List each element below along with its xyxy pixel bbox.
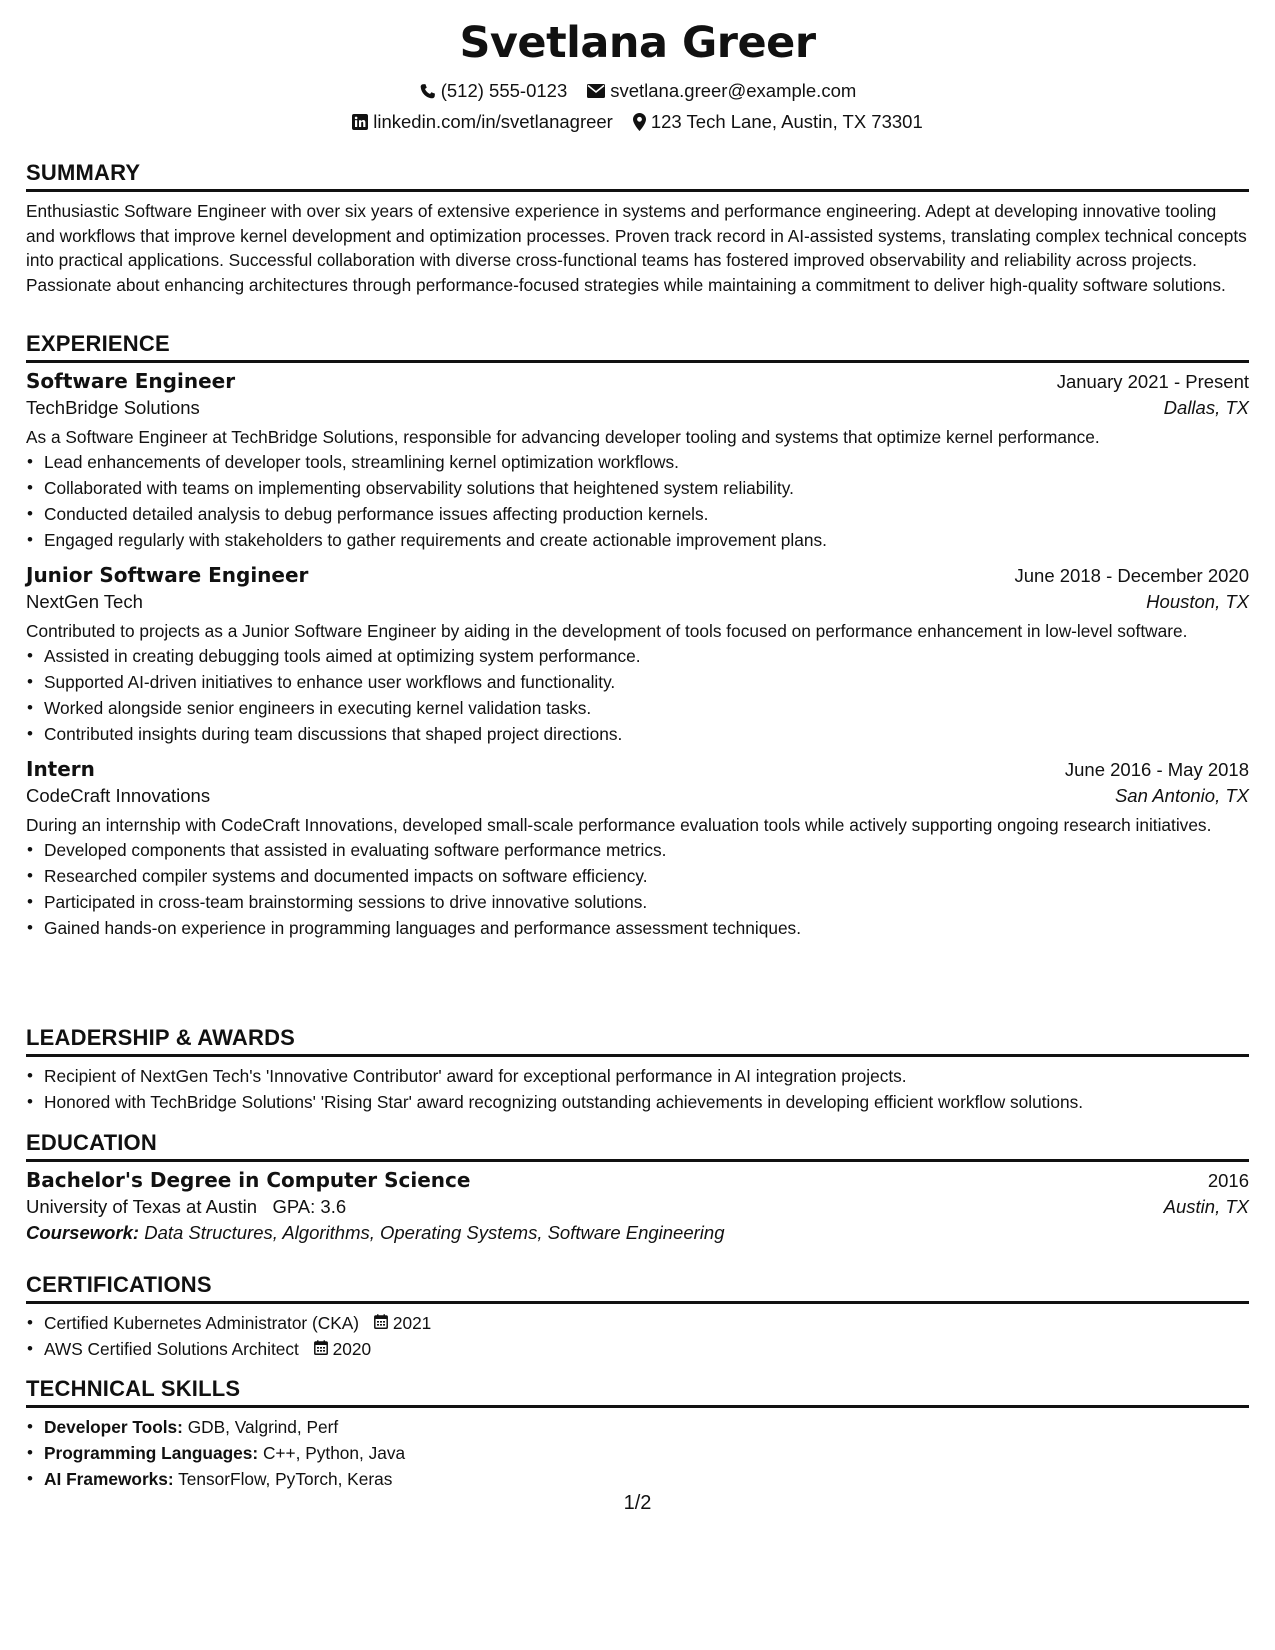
skill-label: AI Frameworks: xyxy=(44,1469,174,1489)
job-description: During an internship with CodeCraft Innovations, developed small-scale performance evaluation tools while actively supporting ongoing research initiatives. xyxy=(26,815,1212,835)
list-item: • Supported AI-driven initiatives to enhance user workflows and functionality. xyxy=(44,669,1249,695)
skill-label: Programming Languages: xyxy=(44,1443,259,1463)
list-item xyxy=(44,1414,1249,1440)
experience-heading: EXPERIENCE xyxy=(26,331,1249,363)
job-location: San Antonio, TX xyxy=(1114,785,1249,806)
list-item: • Engaged regularly with stakeholders to gather requirements and create actionable improvement plans. xyxy=(44,527,1249,553)
job-header xyxy=(26,563,1249,587)
certification-year: 2021 xyxy=(374,1310,431,1336)
list-item: • Lead enhancements of developer tools, streamlining kernel optimization workflows. xyxy=(44,449,1249,475)
education-section xyxy=(26,1130,1249,1244)
summary-heading: SUMMARY xyxy=(26,160,1249,192)
job-dates: January 2021 - Present xyxy=(1056,371,1249,392)
linkedin-icon xyxy=(352,114,368,130)
job-subheader xyxy=(26,785,1249,807)
skill-value: TensorFlow, PyTorch, Keras xyxy=(178,1469,393,1489)
skill-value: GDB, Valgrind, Perf xyxy=(187,1417,339,1437)
job-description: As a Software Engineer at TechBridge Solutions, responsible for advancing developer tooling and systems that optimize kernel performance. xyxy=(26,427,1100,447)
coursework-text: Data Structures, Algorithms, Operating Systems, Software Engineering xyxy=(144,1222,725,1243)
certification-name: Certified Kubernetes Administrator (CKA) xyxy=(44,1313,360,1333)
contact-line-2 xyxy=(0,111,1275,133)
list-item: • Participated in cross-team brainstorming sessions to drive innovative solutions. xyxy=(44,889,1249,915)
summary-text: Enthusiastic Software Engineer with over six years of extensive experience in systems and performance engineering. Adept at developing innovative tooling and workflows that improve kernel development and optimization processes. Proven track record in AI-assisted systems, translating complex technical concepts into practical applications. Successful collaboration with diverse cross-functional teams has fostered improved observability and reliability across projects. Passionate about enhancing architectures through performance-focused strategies while maintaining a commitment to deliver high-quality software solutions. xyxy=(26,201,1247,295)
job-company: CodeCraft Innovations xyxy=(26,785,211,806)
list-item: • Researched compiler systems and documented impacts on software efficiency. xyxy=(44,863,1249,889)
list-item: • Recipient of NextGen Tech's 'Innovative Contributor' award for exceptional performance in AI integration projects. xyxy=(44,1063,1249,1089)
gpa: GPA: 3.6 xyxy=(272,1196,347,1217)
job-dates: June 2016 - May 2018 xyxy=(1064,759,1249,780)
job-entry xyxy=(26,369,1249,553)
calendar-icon xyxy=(314,1336,328,1362)
job-subheader xyxy=(26,591,1249,613)
list-item xyxy=(44,1466,1249,1492)
job-description: Contributed to projects as a Junior Software Engineer by aiding in the development of tools focused on performance enhancement in low-level software. xyxy=(26,621,1188,641)
school-row xyxy=(26,1196,1249,1218)
phone-icon xyxy=(419,83,436,100)
school-info xyxy=(26,1196,346,1218)
coursework-label: Coursework: xyxy=(26,1222,140,1243)
address-contact xyxy=(633,111,923,133)
list-item: • Worked alongside senior engineers in executing kernel validation tasks. xyxy=(44,695,1249,721)
awards-heading: LEADERSHIP & AWARDS xyxy=(26,1025,1249,1057)
list-item: • Conducted detailed analysis to debug performance issues affecting production kernels. xyxy=(44,501,1249,527)
education-heading: EDUCATION xyxy=(26,1130,1249,1162)
job-company: TechBridge Solutions xyxy=(26,397,200,418)
certifications-section xyxy=(26,1272,1249,1362)
school-name: University of Texas at Austin xyxy=(26,1196,258,1217)
address-text: 123 Tech Lane, Austin, TX 73301 xyxy=(650,111,923,132)
job-entry xyxy=(26,757,1249,941)
job-header xyxy=(26,757,1249,781)
coursework-row xyxy=(26,1222,1249,1244)
job-bullets xyxy=(26,449,1249,553)
list-item xyxy=(44,1440,1249,1466)
job-bullets xyxy=(26,837,1249,941)
certification-name: AWS Certified Solutions Architect xyxy=(44,1339,299,1359)
experience-section xyxy=(26,331,1249,941)
job-title: Junior Software Engineer xyxy=(26,563,309,587)
email-text: svetlana.greer@example.com xyxy=(610,80,857,101)
degree-title: Bachelor's Degree in Computer Science xyxy=(26,1168,471,1192)
job-entry xyxy=(26,563,1249,747)
skill-value: C++, Python, Java xyxy=(262,1443,406,1463)
calendar-icon xyxy=(374,1310,388,1336)
phone-text: (512) 555-0123 xyxy=(440,80,568,101)
skill-label: Developer Tools: xyxy=(44,1417,183,1437)
awards-list xyxy=(26,1063,1249,1115)
summary-section xyxy=(26,160,1249,297)
certifications-heading: CERTIFICATIONS xyxy=(26,1272,1249,1304)
job-title: Intern xyxy=(26,757,95,781)
certification-year: 2020 xyxy=(314,1336,371,1362)
envelope-icon xyxy=(587,84,605,98)
job-location: Dallas, TX xyxy=(1163,397,1249,418)
list-item: • Honored with TechBridge Solutions' 'Rising Star' award recognizing outstanding achievements in developing efficient workflow solutions. xyxy=(44,1089,1249,1115)
linkedin-text: linkedin.com/in/svetlanagreer xyxy=(373,111,613,132)
email-contact[interactable] xyxy=(587,80,856,102)
contact-line-1 xyxy=(0,80,1275,102)
list-item: • Assisted in creating debugging tools aimed at optimizing system performance. xyxy=(44,643,1249,669)
list-item: • Contributed insights during team discussions that shaped project directions. xyxy=(44,721,1249,747)
graduation-year: 2016 xyxy=(1207,1170,1249,1191)
awards-section xyxy=(26,1025,1249,1115)
job-header xyxy=(26,369,1249,393)
skills-list xyxy=(26,1414,1249,1492)
map-pin-icon xyxy=(633,113,646,131)
page-number: 1/2 xyxy=(623,1492,652,1514)
list-item: • Developed components that assisted in evaluating software performance metrics. xyxy=(44,837,1249,863)
job-bullets xyxy=(26,643,1249,747)
degree-row xyxy=(26,1168,1249,1192)
linkedin-contact[interactable] xyxy=(352,111,613,133)
list-item xyxy=(44,1336,1249,1362)
phone-contact[interactable] xyxy=(419,80,568,102)
list-item xyxy=(44,1310,1249,1336)
job-title: Software Engineer xyxy=(26,369,236,393)
job-dates: June 2018 - December 2020 xyxy=(1014,565,1249,586)
skills-section xyxy=(26,1376,1249,1492)
candidate-name: Svetlana Greer xyxy=(459,18,816,68)
list-item: • Gained hands-on experience in programming languages and performance assessment techniques. xyxy=(44,915,1249,941)
certifications-list xyxy=(26,1310,1249,1362)
job-subheader xyxy=(26,397,1249,419)
school-location: Austin, TX xyxy=(1163,1196,1249,1217)
job-company: NextGen Tech xyxy=(26,591,143,612)
job-location: Houston, TX xyxy=(1146,591,1249,612)
list-item: • Collaborated with teams on implementing observability solutions that heightened system reliability. xyxy=(44,475,1249,501)
skills-heading: TECHNICAL SKILLS xyxy=(26,1376,1249,1408)
